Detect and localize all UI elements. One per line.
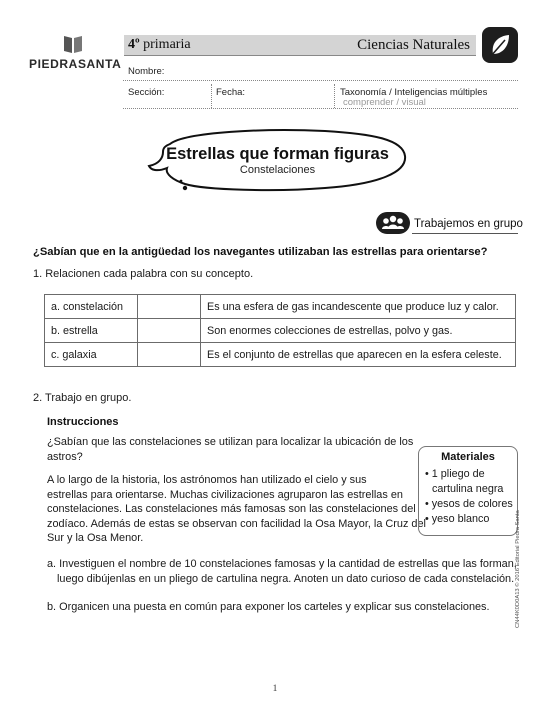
paragraph-line: A lo largo de la historia, los astrónomos han utilizado el cielo y sus (47, 474, 367, 486)
intro-question: ¿Sabían que en la antigüedad los navegantes utilizaban las estrellas para orientarse? (33, 246, 488, 258)
task-line: luego dibújenlas en un pliego de cartulina negra. Anoten un dato curioso de cada constelación. (57, 572, 515, 585)
term-cell: b. estrella (45, 319, 138, 343)
materials-item: • yesos de colores (425, 498, 513, 510)
exercise-1-instruction: 1. Relacionen cada palabra con su concepto. (33, 268, 254, 280)
grade-number: 4º (128, 37, 140, 52)
taxonomy-value: comprender / visual (343, 97, 426, 108)
worksheet-subtitle: Constelaciones (239, 164, 316, 176)
section-date-field[interactable] (123, 108, 518, 109)
subject-badge (482, 27, 518, 63)
paragraph-line: zodíaco. Además de estas se observan con facilidad la Osa Mayor, la Cruz del (47, 517, 426, 530)
term-cell: c. galaxia (45, 343, 138, 367)
copyright-code: CN44K0D0A13 © 2016 Editorial Piedra Santa (515, 510, 521, 628)
paragraph-line: estrellas para orientarse. Muchas civilizaciones agruparon las estrellas en (47, 488, 403, 501)
instructions-title: Instrucciones (47, 416, 119, 428)
field-separator (211, 84, 212, 108)
table-row (45, 295, 516, 319)
grade-level: primaria (143, 37, 191, 52)
table-row (45, 343, 516, 367)
date-label: Fecha: (216, 87, 246, 98)
page-number: 1 (272, 684, 278, 694)
group-people-icon (376, 212, 410, 234)
answer-cell[interactable] (138, 319, 201, 343)
group-work-label: Trabajemos en grupo (414, 218, 523, 230)
table-row (45, 319, 516, 343)
paragraph-line: Sur y la Osa Menor. (47, 532, 144, 544)
subject-title: Ciencias Naturales (357, 37, 470, 53)
task-b: b. Organicen una puesta en común para exponer los carteles y explicar sus constelaciones. (47, 601, 490, 613)
answer-cell[interactable] (138, 295, 201, 319)
concept-cell: Es el conjunto de estrellas que aparecen en la esfera celeste. (201, 343, 516, 367)
paragraph-2 (47, 473, 426, 546)
taxonomy-label: Taxonomía / Inteligencias múltiples (340, 87, 488, 98)
materials-item: • 1 pliego de (425, 468, 485, 480)
term-cell: a. constelación (45, 295, 138, 319)
publisher-logo: PIEDRASANTA (29, 57, 122, 71)
name-label: Nombre: (128, 66, 165, 77)
field-separator (334, 84, 335, 108)
materials-title: Materiales (441, 451, 495, 463)
materials-item: cartulina negra (432, 483, 504, 495)
concept-cell: Son enormes colecciones de estrellas, polvo y gas. (201, 319, 516, 343)
paragraph-line: astros? (47, 450, 83, 463)
worksheet-title: Estrellas que forman figuras (166, 145, 389, 163)
materials-item: • yeso blanco (425, 513, 490, 525)
exercise-2-instruction: 2. Trabajo en grupo. (33, 392, 132, 404)
leaf-icon (482, 27, 518, 63)
section-label: Sección: (128, 87, 165, 98)
paragraph-line: constelaciones. Las constelaciones más famosas son las constelaciones del (47, 503, 416, 515)
matching-table (44, 294, 516, 367)
concept-cell: Es una esfera de gas incandescente que produce luz y calor. (201, 295, 516, 319)
name-field[interactable] (123, 80, 518, 81)
task-line: a. Investiguen el nombre de 10 constelaciones famosas y la cantidad de estrellas que las forman, (47, 558, 517, 570)
task-a (47, 557, 517, 586)
group-underline (412, 233, 518, 234)
paragraph-1 (47, 435, 413, 464)
grade-label (128, 35, 191, 55)
paragraph-line: ¿Sabían que las constelaciones se utilizan para localizar la ubicación de los (47, 436, 414, 448)
book-icon (62, 34, 84, 54)
answer-cell[interactable] (138, 343, 201, 367)
